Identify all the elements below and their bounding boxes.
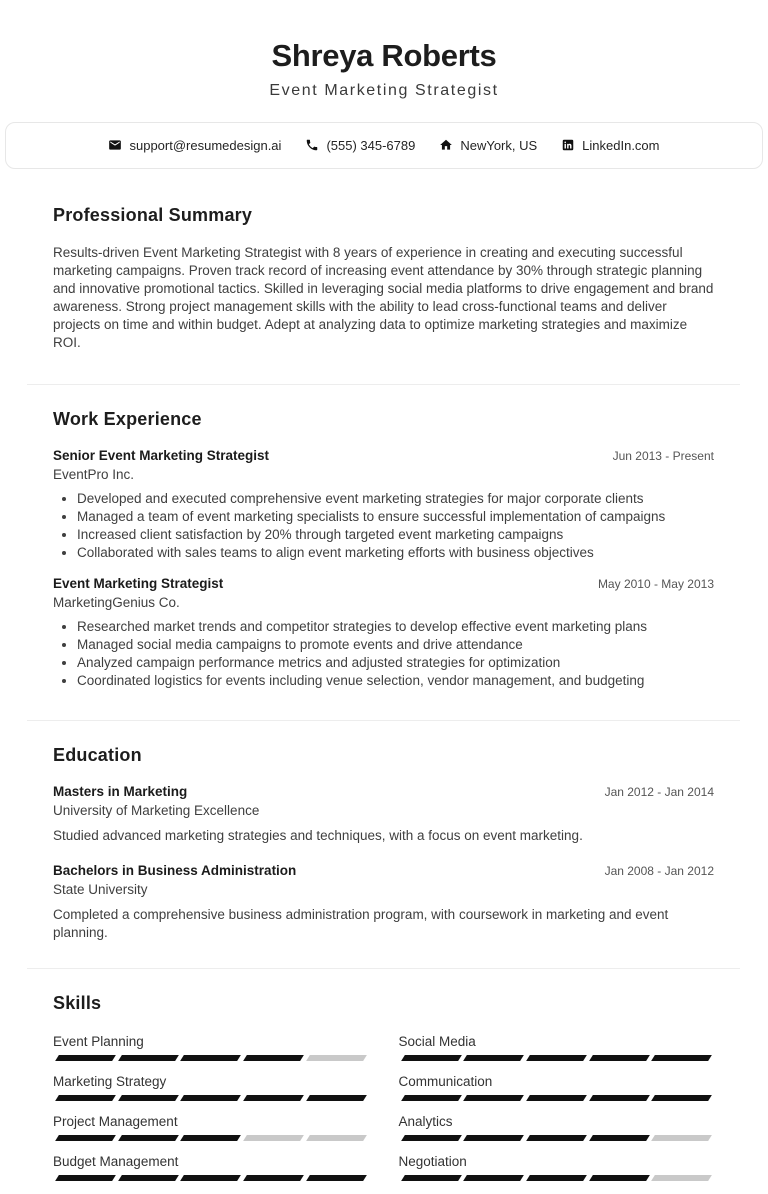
- section-skills: [27, 969, 740, 1194]
- skill-bar-segment: [651, 1055, 711, 1061]
- job-bullet: • Managed social media campaigns to promote events and drive attendance: [77, 636, 714, 654]
- skill-item: [53, 1114, 369, 1141]
- contact-phone-text: (555) 345-6789: [326, 137, 416, 153]
- skill-bar-segment: [55, 1095, 115, 1101]
- education-entry: [53, 863, 714, 968]
- job-company: MarketingGenius Co.: [53, 594, 180, 610]
- summary-heading: Professional Summary: [53, 204, 253, 225]
- contact-location-text: NewYork, US: [460, 137, 538, 153]
- skill-item: [53, 1034, 369, 1061]
- education-entry: [53, 784, 714, 845]
- skill-bar-segment: [306, 1095, 366, 1101]
- skill-bar: [53, 1175, 369, 1181]
- contact-email-text: support@resumedesign.ai: [129, 137, 282, 153]
- job-bullet-list: [53, 618, 714, 694]
- skill-bar-segment: [589, 1175, 649, 1181]
- phone-icon: [305, 138, 319, 152]
- resume-body: [27, 169, 740, 1194]
- job-bullet-list: [53, 490, 714, 566]
- skill-bar: [53, 1095, 369, 1101]
- skill-bar-segment: [463, 1055, 523, 1061]
- skill-bar-segment: [243, 1095, 303, 1101]
- skill-item: [399, 1034, 715, 1061]
- contact-location: [439, 138, 537, 153]
- job-bullet: • Collaborated with sales teams to align event marketing efforts with business objectives: [77, 544, 714, 562]
- job-title: Senior Event Marketing Strategist: [53, 447, 270, 463]
- skill-bar-segment: [589, 1135, 649, 1141]
- education-heading: Education: [53, 744, 142, 765]
- contact-phone[interactable]: [305, 138, 415, 153]
- skill-bar-segment: [306, 1175, 366, 1181]
- skill-bar-segment: [118, 1095, 178, 1101]
- skill-bar-segment: [589, 1055, 649, 1061]
- contact-linkedin[interactable]: [561, 138, 659, 153]
- skill-bar-segment: [463, 1135, 523, 1141]
- skill-label: Negotiation: [398, 1153, 467, 1169]
- section-education: [27, 721, 740, 968]
- skill-bar: [53, 1135, 369, 1141]
- skill-bar: [399, 1095, 715, 1101]
- job-bullet: • Researched market trends and competitor strategies to develop effective event marketing plans: [77, 618, 714, 636]
- job-dates: May 2010 - May 2013: [597, 576, 714, 591]
- skill-bar-segment: [463, 1095, 523, 1101]
- skill-bar: [399, 1055, 715, 1061]
- skill-bar-segment: [526, 1135, 586, 1141]
- contact-email[interactable]: [108, 138, 281, 153]
- skill-label: Project Management: [53, 1113, 178, 1129]
- skill-bar-segment: [55, 1175, 115, 1181]
- skill-bar: [399, 1175, 715, 1181]
- skill-bar: [399, 1135, 715, 1141]
- skill-bar-segment: [589, 1095, 649, 1101]
- candidate-title: Event Marketing Strategist: [269, 81, 499, 99]
- email-icon: [108, 138, 122, 152]
- skill-bar: [53, 1055, 369, 1061]
- skill-bar-segment: [55, 1055, 115, 1061]
- skills-grid: [53, 1034, 714, 1194]
- job-bullet: • Developed and executed comprehensive event marketing strategies for major corporate clients: [77, 490, 714, 508]
- skill-bar-segment: [118, 1055, 178, 1061]
- contact-linkedin-text: LinkedIn.com: [582, 137, 660, 153]
- degree-title: Masters in Marketing: [53, 783, 188, 799]
- section-summary: [27, 169, 740, 384]
- skill-label: Event Planning: [53, 1033, 144, 1049]
- home-icon: [439, 138, 453, 152]
- skill-bar-segment: [181, 1095, 241, 1101]
- job-company: EventPro Inc.: [53, 466, 135, 482]
- section-work: [27, 385, 740, 720]
- skill-bar-segment: [118, 1175, 178, 1181]
- candidate-name: Shreya Roberts: [271, 38, 497, 73]
- skill-label: Marketing Strategy: [53, 1073, 167, 1089]
- degree-school: University of Marketing Excellence: [53, 802, 260, 818]
- contact-bar: [5, 122, 763, 169]
- skill-bar-segment: [651, 1095, 711, 1101]
- summary-text: Results-driven Event Marketing Strategist with 8 years of experience in creating and executing successful marketing campaigns. Proven track record of increasing event attendance by 30% through strategic planning and innovative promotional tactics. Skilled in leveraging social media platforms to drive engagement and brand awareness. Strong project management skills with the ability to lead cross-functional teams and deliver projects on time and within budget. Adept at analyzing data to optimize marketing strategies and maximize ROI.: [53, 244, 714, 350]
- skill-bar-segment: [401, 1095, 461, 1101]
- skill-bar-segment: [243, 1135, 303, 1141]
- skill-bar-segment: [181, 1135, 241, 1141]
- skill-bar-segment: [306, 1055, 366, 1061]
- skill-bar-segment: [118, 1135, 178, 1141]
- skill-bar-segment: [181, 1175, 241, 1181]
- skill-bar-segment: [401, 1175, 461, 1181]
- job-bullet: • Increased client satisfaction by 20% through targeted event marketing campaigns: [77, 526, 714, 544]
- job-entry: [53, 448, 714, 566]
- skill-bar-segment: [181, 1055, 241, 1061]
- job-bullet: • Analyzed campaign performance metrics and adjusted strategies for optimization: [77, 654, 714, 672]
- skill-bar-segment: [651, 1175, 711, 1181]
- skill-label: Social Media: [398, 1033, 476, 1049]
- skill-label: Analytics: [398, 1113, 453, 1129]
- linkedin-icon: [561, 138, 575, 152]
- skill-bar-segment: [526, 1175, 586, 1181]
- degree-description: Completed a comprehensive business administration program, with coursework in marketing and event planning.: [53, 906, 669, 940]
- skill-label: Communication: [398, 1073, 493, 1089]
- skill-bar-segment: [526, 1055, 586, 1061]
- job-bullet: • Managed a team of event marketing specialists to ensure successful implementation of campaigns: [77, 508, 714, 526]
- work-heading: Work Experience: [53, 408, 202, 429]
- degree-title: Bachelors in Business Administration: [53, 862, 297, 878]
- skill-item: [399, 1154, 715, 1181]
- skill-item: [399, 1114, 715, 1141]
- degree-school: State University: [53, 881, 148, 897]
- degree-description: Studied advanced marketing strategies and techniques, with a focus on event marketing.: [53, 827, 583, 843]
- job-title: Event Marketing Strategist: [53, 575, 224, 591]
- job-entry: [53, 576, 714, 720]
- skill-bar-segment: [243, 1175, 303, 1181]
- skill-bar-segment: [463, 1175, 523, 1181]
- skill-bar-segment: [55, 1135, 115, 1141]
- skill-bar-segment: [526, 1095, 586, 1101]
- skills-heading: Skills: [53, 992, 102, 1013]
- skill-bar-segment: [651, 1135, 711, 1141]
- degree-dates: Jan 2012 - Jan 2014: [604, 784, 714, 799]
- resume-header: [0, 0, 768, 100]
- job-dates: Jun 2013 - Present: [612, 448, 714, 463]
- skill-bar-segment: [401, 1055, 461, 1061]
- skill-bar-segment: [243, 1055, 303, 1061]
- skill-item: [53, 1154, 369, 1181]
- skill-bar-segment: [306, 1135, 366, 1141]
- skill-bar-segment: [401, 1135, 461, 1141]
- degree-dates: Jan 2008 - Jan 2012: [604, 863, 714, 878]
- job-bullet: • Coordinated logistics for events including venue selection, vendor management, and budgeting: [77, 672, 714, 690]
- skill-label: Budget Management: [53, 1153, 179, 1169]
